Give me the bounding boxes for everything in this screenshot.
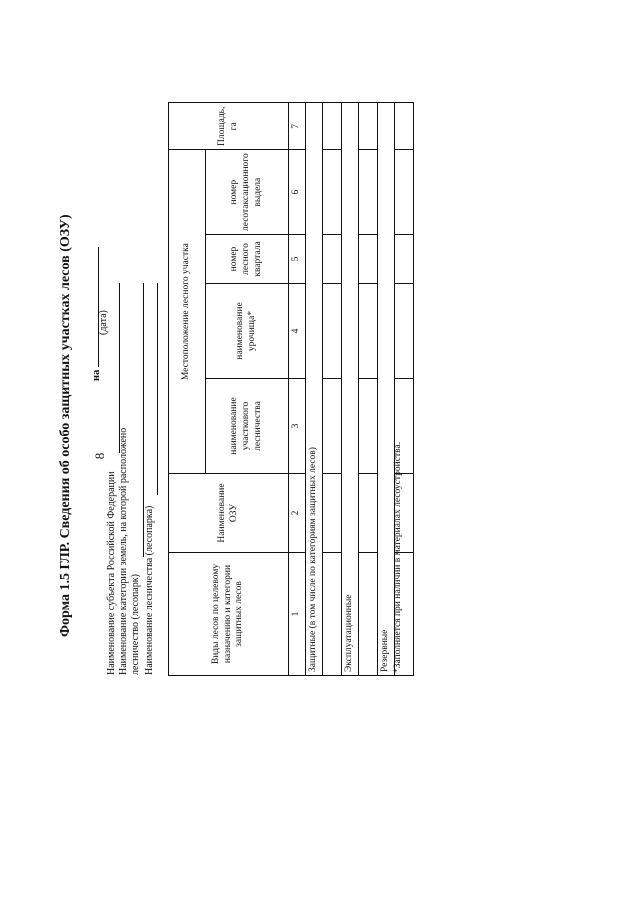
footnote: *Заполняется при наличии в материалах лесоустройства. (393, 441, 403, 673)
header-quarter: номер лесного квартала (206, 235, 289, 284)
row-category-reserve: Резервные (377, 103, 394, 676)
date-label: (дата) (98, 310, 109, 335)
header-forest-types: Виды лесов по целевому назначению и категории защитных лесов (169, 553, 289, 676)
table-row (358, 103, 377, 676)
form-title: Форма 1.5 ГЛР. Сведения об особо защитных участках лесов (ОЗУ) (58, 214, 73, 637)
header-unit: номер лесотаксационного выдела (206, 150, 289, 235)
column-number: 5 (289, 235, 306, 284)
na-label: на (91, 369, 102, 381)
row-category-protective: Защитные (в том числе по категориям защитных лесов) (305, 103, 322, 676)
field-forestry-label: лесничество (лесопарк) (130, 574, 141, 675)
header-tract: наименование урочища* (206, 284, 289, 379)
column-number: 1 (289, 553, 306, 676)
field-subject-label: Наименование субъекта Российской Федерации (106, 471, 117, 675)
header-area: Площадь, га (169, 103, 289, 150)
field-district-forestry-line (157, 283, 158, 495)
field-district-forestry-label: Наименование лесничества (лесопарка) (144, 505, 155, 675)
column-number: 4 (289, 284, 306, 379)
header-location-group: Местоположение лесного участка (169, 150, 206, 474)
column-number: 3 (289, 379, 306, 474)
row-category-exploitation: Эксплуатационные (341, 103, 358, 676)
column-number: 2 (289, 474, 306, 553)
column-number: 6 (289, 150, 306, 235)
date-blank (88, 247, 99, 367)
column-number: 7 (289, 103, 306, 150)
ozu-table (168, 102, 414, 676)
table-row (305, 103, 322, 676)
page-number: 8 (92, 452, 107, 460)
table-row (377, 103, 394, 676)
table-row (341, 103, 358, 676)
header-district-forestry: наименование участкового лесничества (206, 379, 289, 474)
column-number-row (289, 103, 306, 676)
header-ozu-name: Наименование ОЗУ (169, 474, 289, 553)
field-land-category-label: Наименование категории земель, на которой расположено (118, 427, 129, 675)
table-row (322, 103, 341, 676)
